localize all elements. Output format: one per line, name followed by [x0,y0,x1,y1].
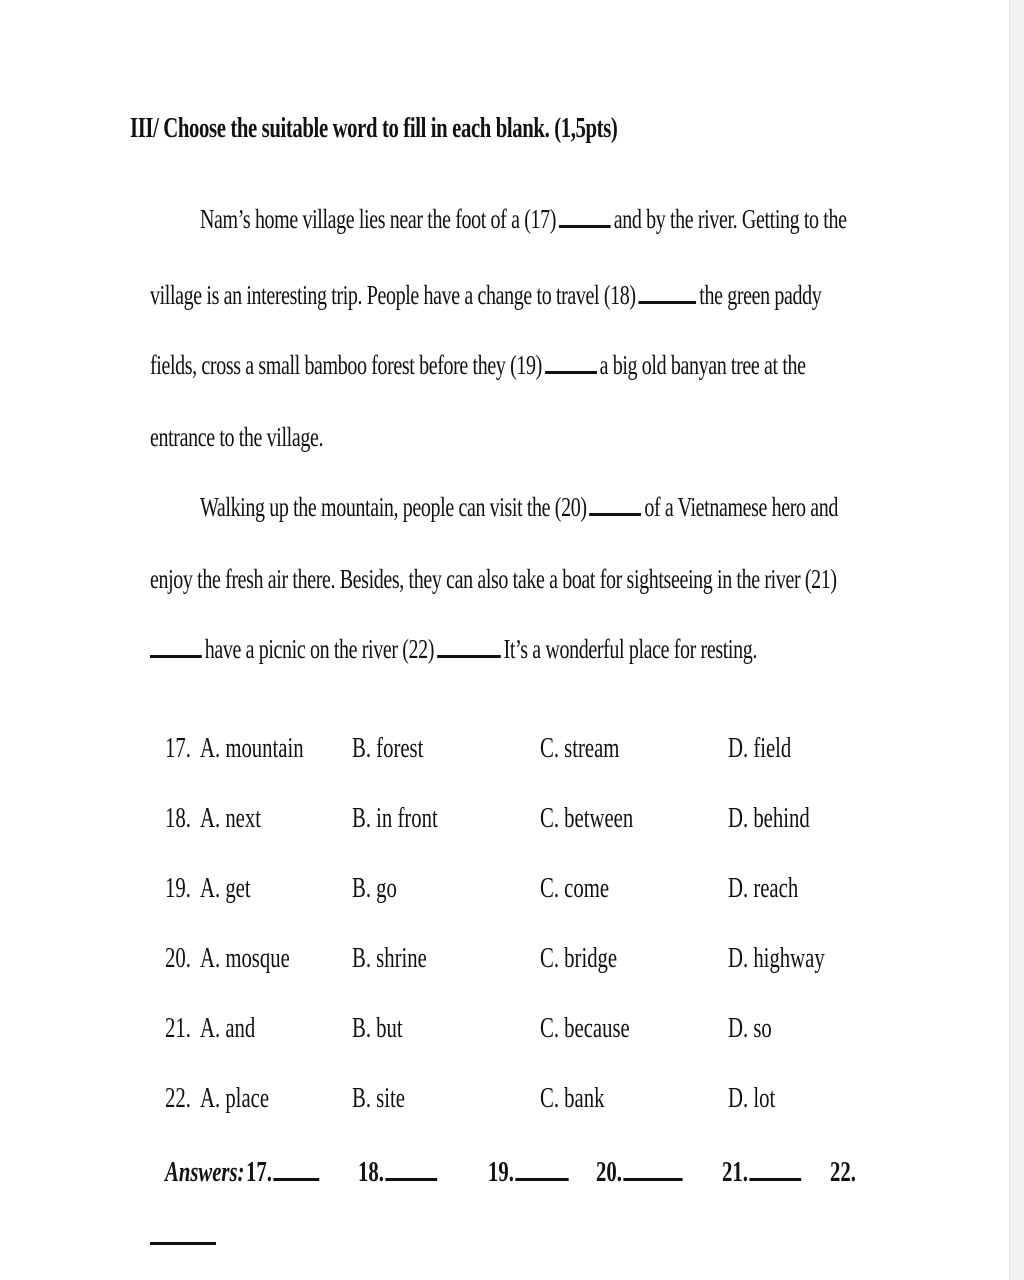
answer-number-text: 17. [246,1157,272,1188]
option-d: D. reach [728,873,799,904]
option-a: A. mosque [200,943,290,974]
option-d: D. behind [728,803,810,834]
question-number: 18. [165,803,191,834]
option-b: B. shrine [352,943,427,974]
option-b: B. forest [352,733,424,764]
answers-label: Answers: [165,1157,245,1188]
option-b: B. but [352,1013,403,1044]
answer-blank-19[interactable] [515,1158,568,1181]
passage-line-2 [150,278,821,312]
passage-text: Walking up the mountain, people can visit the (20) [200,492,587,522]
option-c: C. stream [540,733,620,764]
option-a: A. mountain [200,733,304,764]
option-c: C. bank [540,1083,605,1114]
option-d: D. field [728,733,792,764]
question-number: 20. [165,943,191,974]
answer-number: 22. [830,1157,856,1188]
passage-text: have a picnic on the river (22) [204,634,435,664]
passage-line-3 [150,348,806,382]
passage-text: of a Vietnamese hero and [644,492,839,522]
answer-blank-17[interactable] [273,1158,319,1181]
answer-number-text: 20. [596,1157,622,1188]
option-b: B. go [352,873,397,904]
answer-blank-18[interactable] [385,1158,437,1181]
passage-line-1 [200,202,847,236]
answer-number [596,1156,683,1190]
option-b: B. site [352,1083,405,1114]
option-c: C. between [540,803,634,834]
option-c: C. because [540,1013,630,1044]
option-c: C. bridge [540,943,618,974]
answer-blank-21[interactable] [749,1158,801,1181]
blank-20 [590,493,642,516]
passage-line-5 [200,490,838,524]
option-a: A. place [200,1083,270,1114]
passage-line-4: entrance to the village. [150,422,324,452]
answer-blank-20[interactable] [623,1158,682,1181]
blank-22 [437,635,501,658]
answer-number [488,1156,569,1190]
answer-number [246,1156,319,1190]
passage-text: the green paddy [699,280,822,310]
blank-21 [150,635,202,658]
answer-number-text: 18. [358,1157,384,1188]
passage-text: fields, cross a small bamboo forest before they (19) [150,350,542,380]
scrollbar[interactable] [1009,0,1024,1280]
blank-19 [545,351,597,374]
passage-text: village is an interesting trip. People have a change to travel (18) [150,280,636,310]
answer-blank-22[interactable] [150,1238,216,1245]
blank-18 [639,281,697,304]
passage-text: and by the river. Getting to the [613,204,847,234]
blank-17 [559,205,611,228]
passage-text: Nam’s home village lies near the foot of a (17) [200,204,557,234]
passage-text: a big old banyan tree at the [599,350,806,380]
passage-line-6: enjoy the fresh air there. Besides, they can also take a boat for sightseeing in the river (21) [150,564,837,594]
answer-number-text: 19. [488,1157,514,1188]
answer-number [358,1156,437,1190]
answer-number [722,1156,801,1190]
option-a: A. get [200,873,251,904]
option-c: C. come [540,873,610,904]
question-number: 22. [165,1083,191,1114]
option-a: A. next [200,803,262,834]
passage-text: It’s a wonderful place for resting. [503,634,757,664]
question-number: 21. [165,1013,191,1044]
answer-number-text: 21. [722,1157,748,1188]
option-a: A. and [200,1013,256,1044]
option-d: D. lot [728,1083,776,1114]
passage-line-7 [150,632,757,666]
option-d: D. highway [728,943,825,974]
question-number: 17. [165,733,191,764]
option-b: B. in front [352,803,438,834]
question-number: 19. [165,873,191,904]
option-d: D. so [728,1013,772,1044]
section-title: III/ Choose the suitable word to fill in each blank. (1,5pts) [130,113,618,144]
